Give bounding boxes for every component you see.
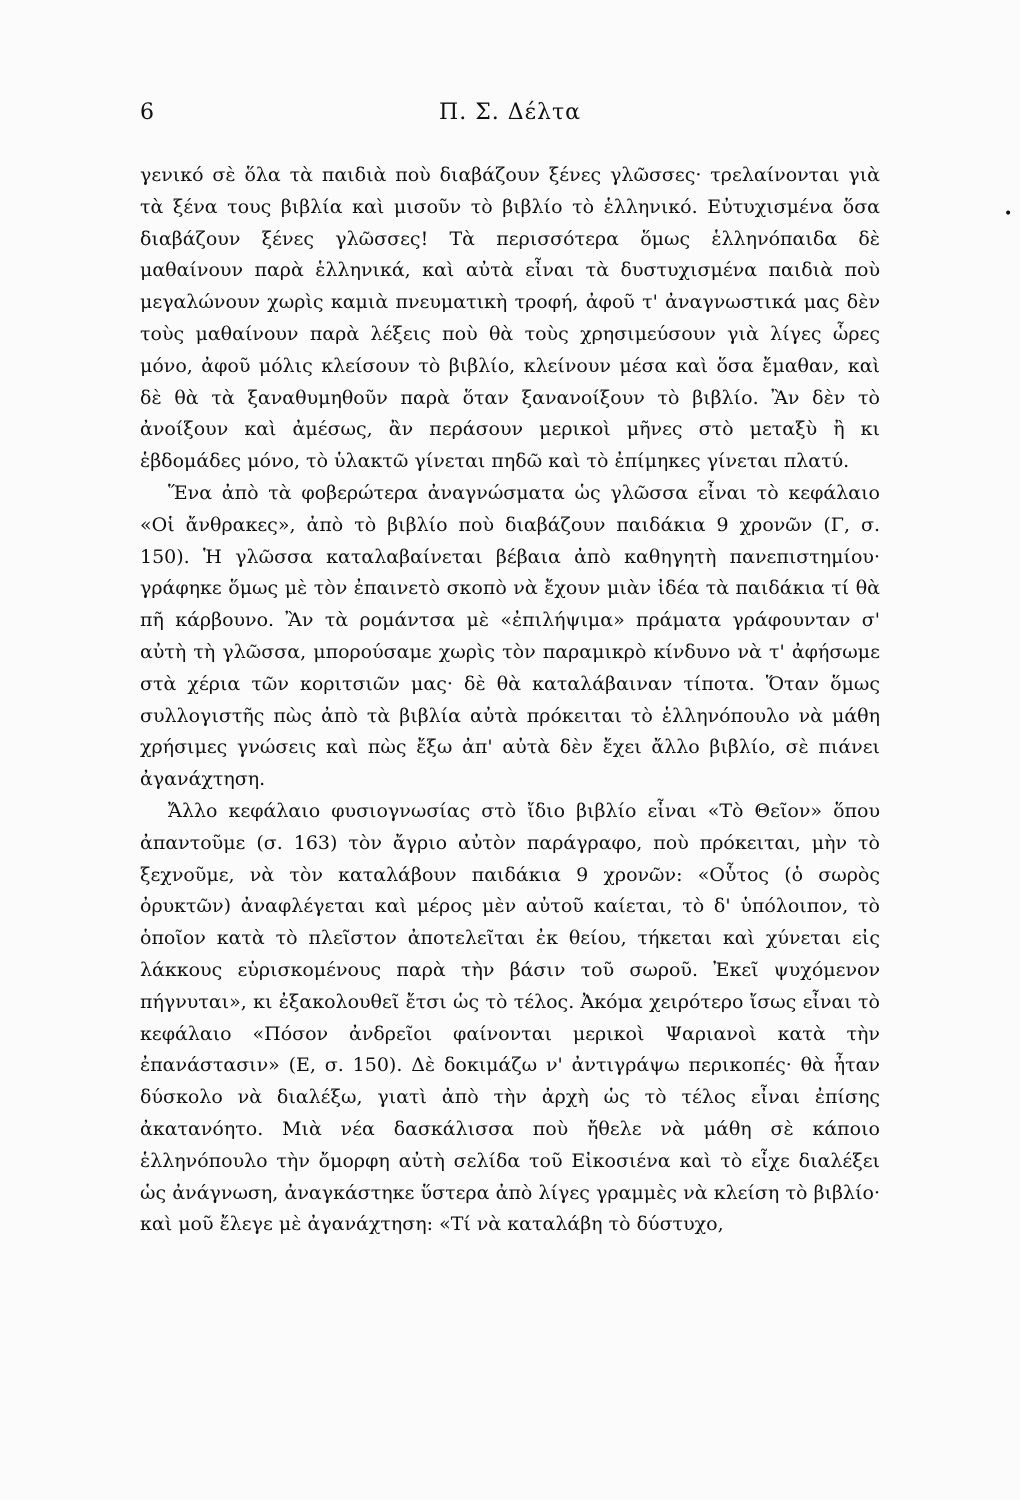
page-number: 6: [140, 100, 154, 125]
body-text: [140, 160, 880, 1241]
page-header: [140, 100, 880, 140]
paragraph-3: Ἄλλο κεφάλαιο φυσιογνωσίας στὸ ἴδιο βιβλίο εἶναι «Τὸ Θεῖον» ὅπου ἀπαντοῦμε (σ. 163) τὸν ἄγριο αὐτὸν παράγραφο, ποὺ πρόκειται, μὴν τὸ ξεχνοῦμε, νὰ τὸν καταλάβουν παιδάκια 9 χρονῶν: «Οὗτος (ὁ σωρὸς ὀρυκτῶν) ἀναφλέγεται καὶ μέρος μὲν αὐτοῦ καίεται, τὸ δ' ὑπόλοιπον, τὸ ὁποῖον κατὰ τὸ πλεῖστον ἀποτελεῖται ἐκ θείου, τήκεται καὶ χύνεται εἰς λάκκους εὑρισκομένους παρὰ τὴν βάσιν τοῦ σωροῦ. Ἐκεῖ ψυχόμενον πήγνυται», κι ἐξακολουθεῖ ἔτσι ὡς τὸ τέλος. Ἀκόμα χειρότερο ἴσως εἶναι τὸ κεφάλαιο «Πόσον ἀνδρεῖοι φαίνονται μερικοὶ Ψαριανοὶ κατὰ τὴν ἐπανάστασιν» (Ε, σ. 150). Δὲ δοκιμάζω ν' ἀντιγράψω περικοπές· θὰ ἦταν δύσκολο νὰ διαλέξω, γιατὶ ἀπὸ τὴν ἀρχὴ ὡς τὸ τέλος εἶναι ἐπίσης ἀκατανόητο. Μιὰ νέα δασκάλισσα ποὺ ἤθελε νὰ μάθη σὲ κάποιο ἑλληνόπουλο τὴν ὄμορφη αὐτὴ σελίδα τοῦ Εἰκοσιένα καὶ τὸ εἶχε διαλέξει ὡς ἀνάγνωση, ἀναγκάστηκε ὕστερα ἀπὸ λίγες γραμμὲς νὰ κλείση τὸ βιβλίο· καὶ μοῦ ἔλεγε μὲ ἀγανάχτηση: «Τί νὰ καταλάβη τὸ δύστυχο,: [140, 799, 880, 1236]
margin-speck: •: [1004, 206, 1013, 222]
paragraph-2: Ἕνα ἀπὸ τὰ φοβερώτερα ἀναγνώσματα ὡς γλῶσσα εἶναι τὸ κεφάλαιο «Οἱ ἄνθρακες», ἀπὸ τὸ βιβλίο ποὺ διαβάζουν παιδάκια 9 χρονῶν (Γ, σ. 150). Ἡ γλῶσσα καταλαβαίνεται βέβαια ἀπὸ καθηγητὴ πανεπιστημίου· γράφηκε ὅμως μὲ τὸν ἐπαινετὸ σκοπὸ νὰ ἔχουν μιὰν ἰδέα τὰ παιδάκια τί θὰ πῆ κάρβουνο. Ἂν τὰ ρομάντσα μὲ «ἐπιλήψιμα» πράματα γράφουνταν σ' αὐτὴ τὴ γλῶσσα, μπορούσαμε χωρὶς τὸν παραμικρὸ κίνδυνο νὰ τ' ἀφήσωμε στὰ χέρια τῶν κοριτσιῶν μας· δὲ θὰ καταλάβαιναν τίποτα. Ὅταν ὅμως συλλογιστῆς πὼς ἀπὸ τὰ βιβλία αὐτὰ πρόκειται τὸ ἑλληνόπουλο νὰ μάθη χρήσιμες γνώσεις καὶ πὼς ἔξω ἀπ' αὐτὰ δὲν ἔχει ἄλλο βιβλίο, σὲ πιάνει ἀγανάχτηση.: [140, 481, 880, 791]
running-title: Π. Σ. Δέλτα: [439, 100, 581, 125]
paragraph-1: γενικό σὲ ὅλα τὰ παιδιὰ ποὺ διαβάζουν ξένες γλῶσσες· τρελαίνονται γιὰ τὰ ξένα τους βιβλία καὶ μισοῦν τὸ βιβλίο τὸ ἑλληνικό. Εὐτυχισμένα ὅσα διαβάζουν ξένες γλῶσσες! Τὰ περισσότερα ὅμως ἑλληνόπαιδα δὲ μαθαίνουν παρὰ ἑλληνικά, καὶ αὐτὰ εἶναι τὰ δυστυχισμένα παιδιὰ ποὺ μεγαλώνουν χωρὶς καμιὰ πνευματικὴ τροφή, ἀφοῦ τ' ἀναγνωστικά μας δὲν τοὺς μαθαίνουν παρὰ λέξεις ποὺ θὰ τοὺς χρησιμεύσουν γιὰ λίγες ὧρες μόνο, ἀφοῦ μόλις κλείσουν τὸ βιβλίο, κλείνουν μέσα καὶ ὅσα ἔμαθαν, καὶ δὲ θὰ τὰ ξαναθυμηθοῦν παρὰ ὅταν ξανανοίξουν τὸ βιβλίο. Ἂν δὲν τὸ ἀνοίξουν καὶ ἀμέσως, ἂν περάσουν μερικοὶ μῆνες στὸ μεταξὺ ἢ κι ἑβδομάδες μόνο, τὸ ὑλακτῶ γίνεται πηδῶ καὶ τὸ ἐπίμηκες γίνεται πλατύ.: [140, 164, 880, 473]
